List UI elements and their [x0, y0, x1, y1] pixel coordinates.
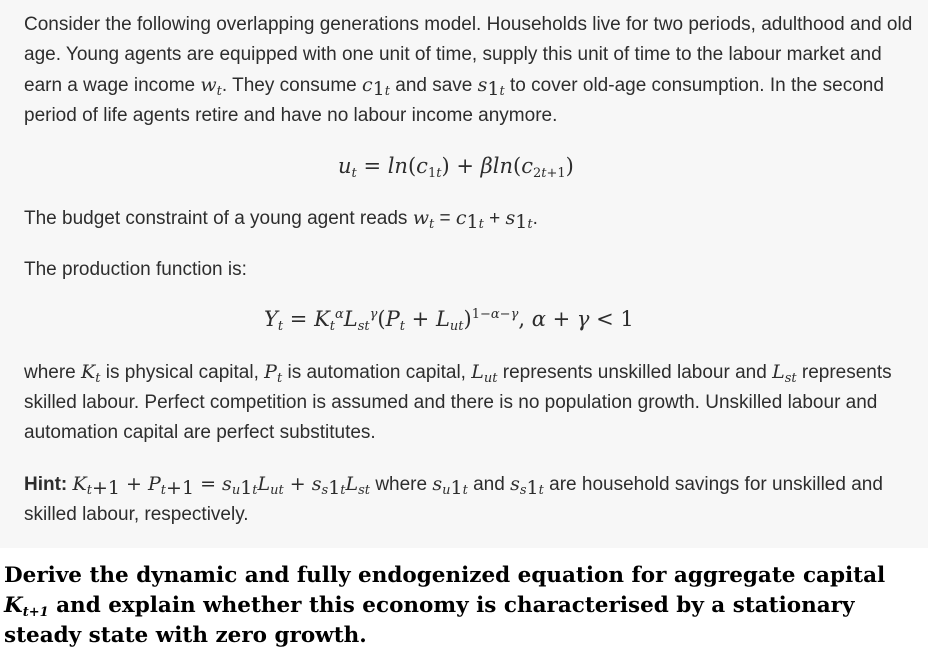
automation-capital-symbol: $P_t$ [264, 361, 283, 386]
definitions-paragraph: where $K_t$ is physical capital, $P_t$ is automation capital, $L_{ut}$ represents unskilled labour and $L_{st}$ represents skilled labour. Perfect competition is assumed and there is no population growth. Unskilled labour and automation capital are perfect substitutes. [24, 361, 892, 443]
intro-text-4: to cover old-age consumption. In the second period of life agents retire and have no labour income anymore. [24, 75, 884, 126]
intro-paragraph [24, 10, 914, 131]
physical-capital-symbol: $K_t$ [81, 361, 101, 386]
question-text: Derive the dynamic and fully endogenized equation for aggregate capital $K_{t+1}$ and explain whether this economy is characterised by a stationary steady state with zero growth. [4, 563, 886, 648]
savings-symbol: $s_{1t}$ [477, 74, 505, 100]
budget-text: The budget constraint of a young agent reads [24, 208, 413, 229]
intro-text-3: and save [389, 75, 478, 96]
capital-next-symbol: $K_{t+1}$ [4, 593, 49, 620]
hint-paragraph: Hint: $K_{t+1} + P_{t+1} = s_{u1t}L_{ut} + s_{s1t}L_{st}$ where $s_{u1t}$ and $s_{s1t}$ are household savings for unskilled and skilled labour, respectively. [24, 473, 883, 525]
hint-label: Hint: [24, 474, 68, 495]
utility-equation: $u_t = \ln(c_{1t}) + \beta\ln(c_{2t+1})$ [338, 154, 574, 181]
intro-text-2: . They consume [221, 75, 362, 96]
consumption-symbol: $c_{1t}$ [362, 74, 390, 100]
production-label: The production function is: [24, 259, 247, 280]
wage-symbol: $w_t$ [200, 74, 222, 99]
unskilled-labour-symbol: $L_{ut}$ [471, 361, 498, 386]
budget-equation: $w_t$ [412, 207, 435, 232]
skilled-labour-symbol: $L_{st}$ [772, 361, 797, 386]
budget-constraint-line: The budget constraint of a young agent reads $w_t = c_{1t} + s_{1t}$. [24, 207, 538, 233]
intro-text-1: Consider the following overlapping generations model. Households live for two periods, adulthood and old age. Young agents are equipped with one unit of time, supply this unit of time to the labour market and earn a wage income [24, 14, 913, 96]
hint-equation: $K_{t+1} + P_{t+1} = s_{u1t}L_{ut} + s_{s1t}L_{st}$ [72, 473, 371, 499]
production-equation: $Y_t = K_t^\alpha L_{st}^\gamma(P_t + L_{ut})^{1-\alpha-\gamma}$, α + γ < 1 [264, 307, 634, 334]
